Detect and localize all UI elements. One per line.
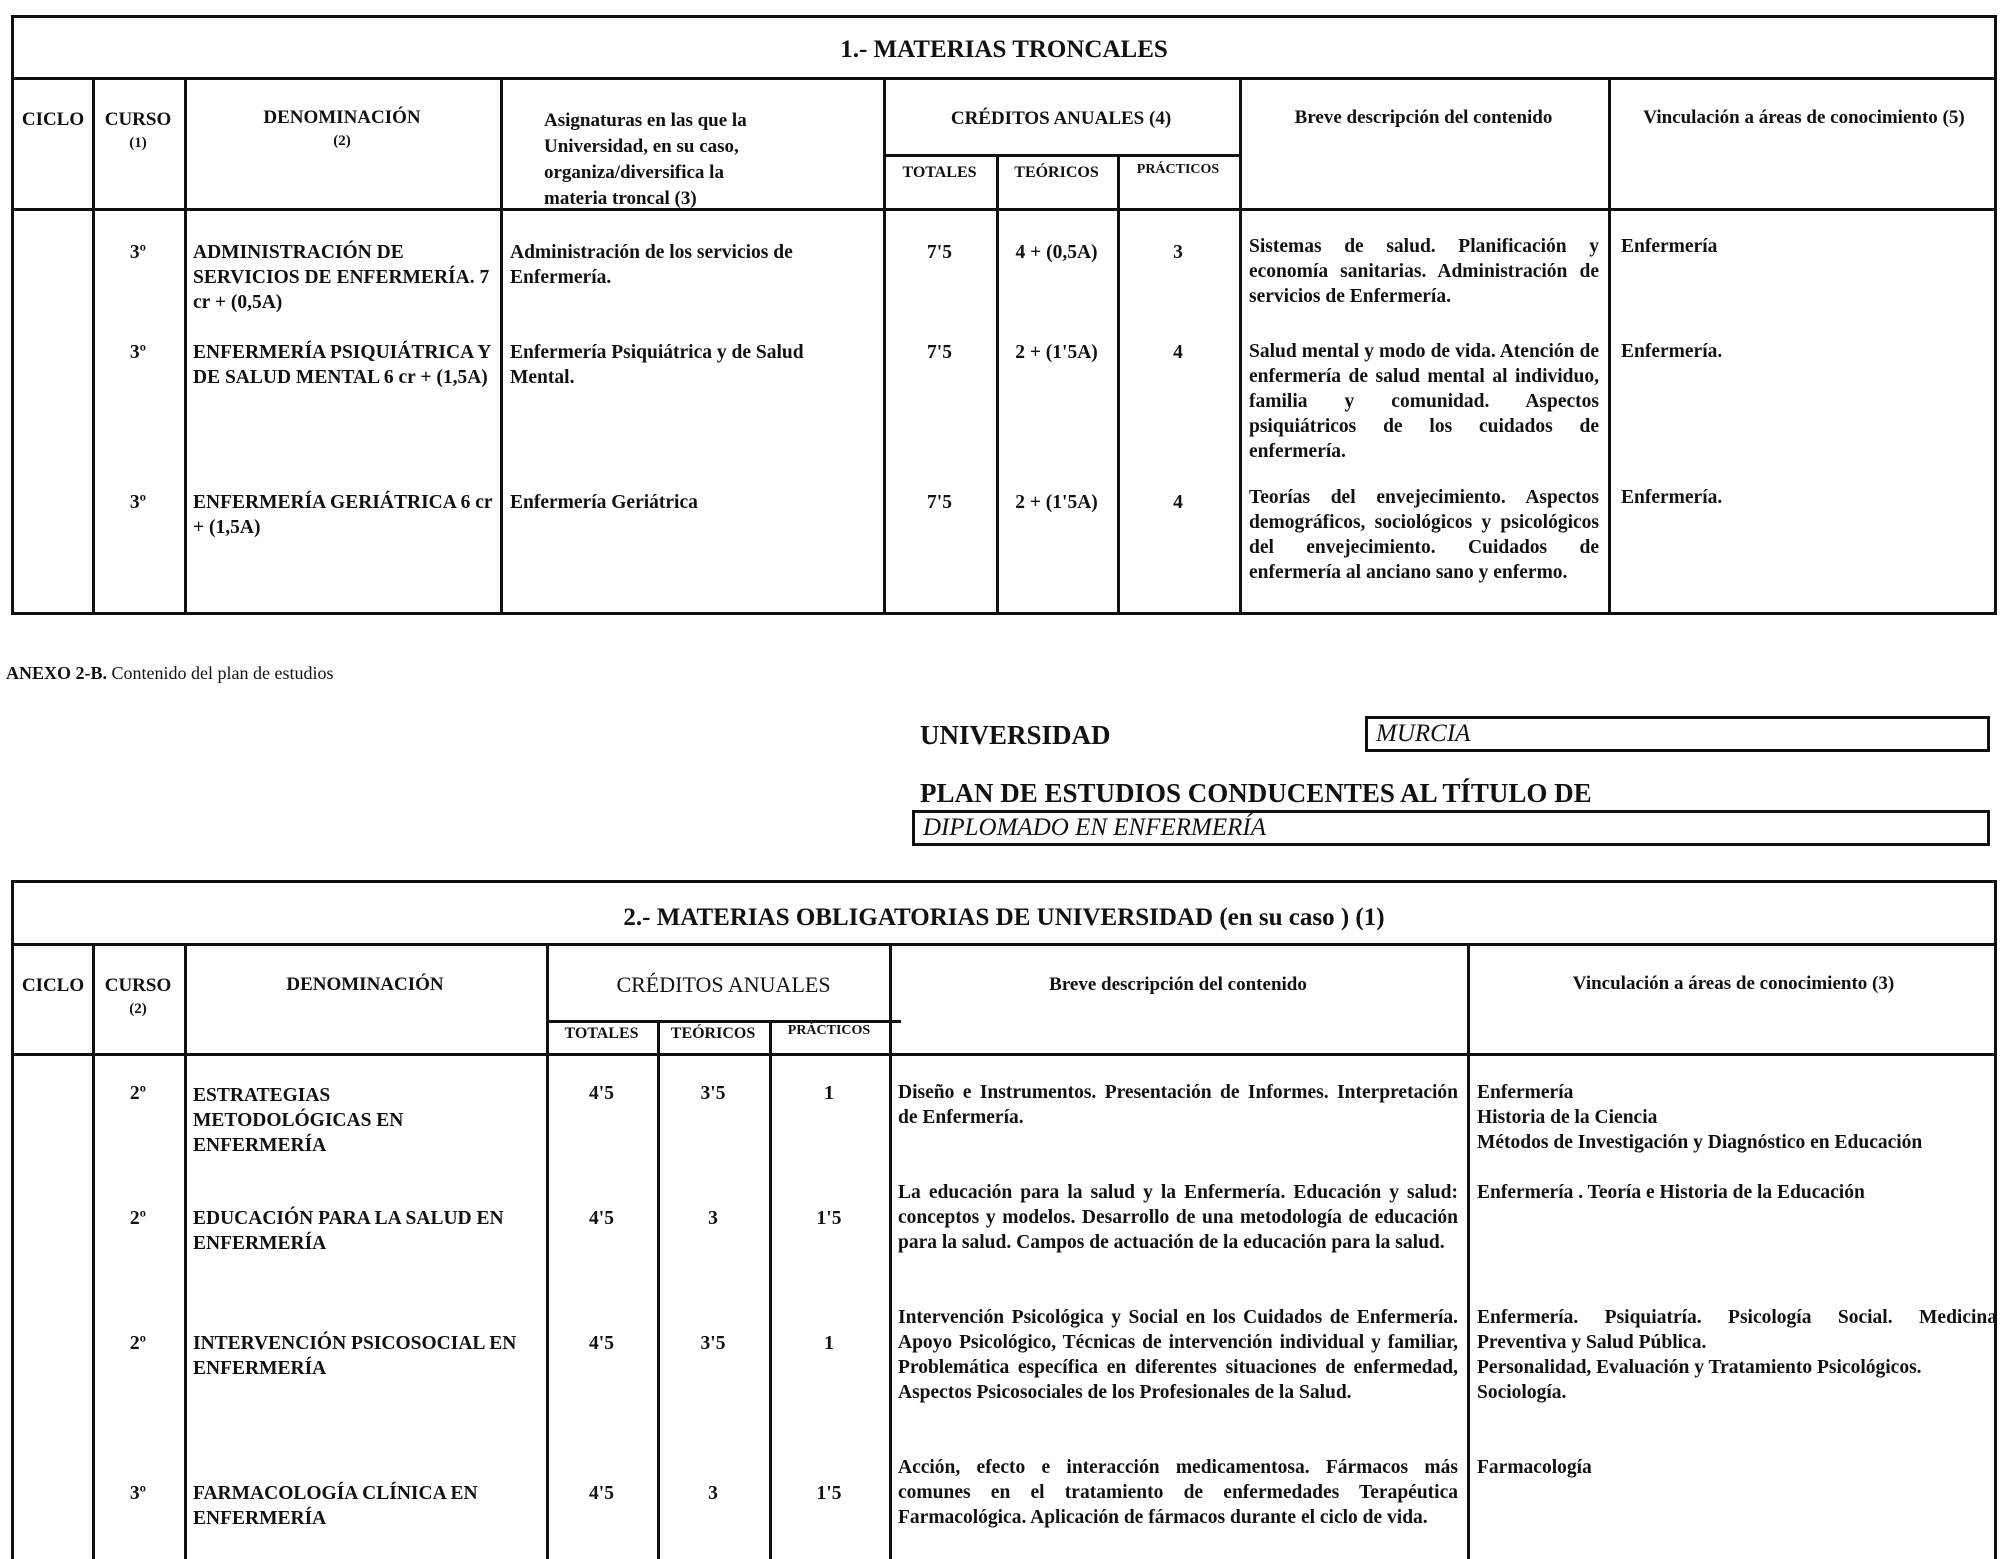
- header-curso-note: (1): [129, 135, 147, 151]
- header-asignaturas: Asignaturas en las que la Universidad, en su caso, organiza/diversifica la materia troncal (3): [544, 110, 747, 209]
- anexo-text: Contenido del plan de estudios: [107, 663, 334, 683]
- row1-asignaturas: Administración de los servicios de Enfermería.: [510, 242, 793, 288]
- row2-asignaturas: Enfermería Psiquiátrica y de Salud Mental.: [510, 342, 804, 388]
- row2-curso: 2º: [129, 1208, 147, 1229]
- universidad-value: MURCIA: [1365, 716, 1990, 752]
- row3-vinculacion: [1477, 1305, 1997, 1405]
- row3-teoricos: 3'5: [700, 1333, 726, 1354]
- universidad-label: UNIVERSIDAD: [920, 720, 1111, 750]
- row1-practicos: 1: [824, 1083, 834, 1104]
- header-teoricos: TEÓRICOS: [670, 1025, 756, 1042]
- header-ciclo: CICLO: [21, 109, 85, 130]
- row2-descripcion: Salud mental y modo de vida. Atención de enfermería de salud mental al individuo, familia y comunidad. Aspectos psiquiátricos de los cuidados de enfermería.: [1249, 341, 1599, 462]
- vinculacion-line: Personalidad, Evaluación y Tratamiento Psicológicos.: [1477, 1357, 1922, 1378]
- obligatorias-table: [11, 880, 1997, 1559]
- row3-curso: 2º: [129, 1333, 147, 1354]
- row3-vinculacion: Enfermería.: [1621, 487, 1723, 508]
- header-practicos: PRÁCTICOS: [787, 1023, 871, 1038]
- rule: [92, 943, 95, 1559]
- header-denominacion: [184, 107, 500, 152]
- row4-vinculacion: [1477, 1455, 1997, 1480]
- header-curso: [92, 975, 184, 1020]
- vinculacion-line: Sociología.: [1477, 1382, 1567, 1403]
- vinculacion-line: Farmacología: [1477, 1457, 1592, 1478]
- row4-practicos: 1'5: [816, 1483, 842, 1504]
- row1-teoricos: 4 + (0,5A): [1015, 242, 1098, 263]
- row1-curso: 2º: [129, 1083, 147, 1104]
- rule: [889, 943, 892, 1559]
- row3-practicos: 4: [1173, 492, 1183, 513]
- row2-denominacion: ENFERMERÍA PSIQUIÁTRICA Y DE SALUD MENTAL 6 cr + (1,5A): [193, 342, 491, 388]
- header-teoricos: TEÓRICOS: [1014, 164, 1099, 181]
- header-creditos: CRÉDITOS ANUALES (4): [950, 108, 1172, 129]
- row1-totales: 4'5: [589, 1083, 614, 1104]
- header-descripcion: Breve descripción del contenido: [1294, 107, 1553, 128]
- row2-vinculacion: [1477, 1180, 1997, 1205]
- anexo-label: ANEXO 2-B.: [6, 663, 108, 683]
- row1-denominacion: ADMINISTRACIÓN DE SERVICIOS DE ENFERMERÍA. 7 cr + (0,5A): [193, 242, 490, 313]
- row3-descripcion: Intervención Psicológica y Social en los Cuidados de Enfermería. Apoyo Psicológico, Técnicas de intervención individual y familiar, Problemática específica en diferentes situaciones de enfermedad, Aspectos Psicosociales de los Profesionales de la Salud.: [898, 1307, 1458, 1403]
- header-vinculacion: Vinculación a áreas de conocimiento (3): [1572, 973, 1895, 994]
- vinculacion-line: Métodos de Investigación y Diagnóstico en Educación: [1477, 1132, 1923, 1153]
- header-totales: TOTALES: [902, 164, 977, 181]
- header-vinculacion: Vinculación a áreas de conocimiento (5): [1643, 107, 1965, 128]
- row4-totales: 4'5: [589, 1483, 614, 1504]
- row3-teoricos: 2 + (1'5A): [1015, 492, 1098, 513]
- rule: [1117, 154, 1120, 612]
- header-denominacion: DENOMINACIÓN: [286, 974, 444, 995]
- row2-vinculacion: Enfermería.: [1621, 341, 1723, 362]
- troncales-table: [11, 15, 1997, 615]
- plan-label: PLAN DE ESTUDIOS CONDUCENTES AL TÍTULO DE: [920, 778, 1592, 808]
- rule: [1239, 77, 1242, 612]
- plan-value: DIPLOMADO EN ENFERMERÍA: [912, 810, 1990, 846]
- row2-practicos: 1'5: [816, 1208, 842, 1229]
- row4-descripcion: Acción, efecto e interacción medicamentosa. Fármacos más comunes en el tratamiento de enfermedades Terapéutica Farmacológica. Aplicación de fármacos durante el ciclo de vida.: [898, 1457, 1458, 1528]
- row3-denominacion: INTERVENCIÓN PSICOSOCIAL EN ENFERMERÍA: [193, 1333, 517, 1379]
- rule: [500, 77, 503, 612]
- header-denominacion-note: (2): [333, 133, 351, 149]
- row1-totales: 7'5: [927, 242, 952, 263]
- row1-vinculacion: [1477, 1080, 1997, 1155]
- row1-vinculacion: Enfermería: [1621, 236, 1718, 257]
- row1-denominacion: ESTRATEGIAS METODOLÓGICAS EN ENFERMERÍA: [193, 1085, 404, 1156]
- header-ciclo: CICLO: [21, 975, 85, 996]
- vinculacion-line: Historia de la Ciencia: [1477, 1107, 1658, 1128]
- header-descripcion: Breve descripción del contenido: [1049, 974, 1307, 995]
- row3-asignaturas: Enfermería Geriátrica: [510, 492, 698, 513]
- header-totales: TOTALES: [564, 1025, 639, 1042]
- obligatorias-title: 2.- MATERIAS OBLIGATORIAS DE UNIVERSIDAD (en su caso ) (1): [623, 904, 1385, 931]
- anexo-caption: [6, 663, 333, 684]
- header-curso-label: CURSO: [104, 109, 172, 130]
- rule: [184, 943, 187, 1559]
- rule: [184, 77, 187, 612]
- header-practicos: PRÁCTICOS: [1136, 162, 1220, 177]
- row1-descripcion: Diseño e Instrumentos. Presentación de Informes. Interpretación de Enfermería.: [898, 1082, 1458, 1128]
- row1-curso: 3º: [129, 242, 147, 263]
- row4-curso: 3º: [129, 1483, 147, 1504]
- vinculacion-line: Enfermería: [1477, 1082, 1574, 1103]
- row4-teoricos: 3: [708, 1483, 718, 1504]
- troncales-title: 1.- MATERIAS TRONCALES: [840, 36, 1168, 63]
- rule: [1467, 943, 1470, 1559]
- row2-practicos: 4: [1173, 342, 1183, 363]
- row1-teoricos: 3'5: [700, 1083, 726, 1104]
- header-curso-label: CURSO: [104, 975, 172, 996]
- row1-practicos: 3: [1173, 242, 1183, 263]
- row3-totales: 7'5: [927, 492, 952, 513]
- header-denominacion-label: DENOMINACIÓN: [263, 107, 421, 128]
- rule: [14, 208, 1994, 211]
- rule: [996, 154, 999, 612]
- header-creditos: CRÉDITOS ANUALES: [616, 972, 831, 997]
- row2-teoricos: 2 + (1'5A): [1015, 342, 1098, 363]
- rule: [14, 943, 1994, 946]
- row4-denominacion: FARMACOLOGÍA CLÍNICA EN ENFERMERÍA: [193, 1483, 478, 1529]
- row2-denominacion: EDUCACIÓN PARA LA SALUD EN ENFERMERÍA: [193, 1208, 504, 1254]
- row3-denominacion: ENFERMERÍA GERIÁTRICA 6 cr + (1,5A): [193, 492, 493, 538]
- rule: [1608, 77, 1611, 612]
- header-curso-note: (2): [129, 1001, 147, 1017]
- row2-totales: 7'5: [927, 342, 952, 363]
- rule: [14, 77, 1994, 80]
- header-curso: [92, 109, 184, 154]
- rule: [14, 1053, 1994, 1056]
- row2-totales: 4'5: [589, 1208, 614, 1229]
- row3-descripcion: Teorías del envejecimiento. Aspectos demográficos, sociológicos y psicológicos del envejecimiento. Cuidados de enfermería al anciano sano y enfermo.: [1249, 487, 1599, 583]
- row2-curso: 3º: [129, 342, 147, 363]
- row3-totales: 4'5: [589, 1333, 614, 1354]
- vinculacion-line: Enfermería . Teoría e Historia de la Educación: [1477, 1182, 1865, 1203]
- row2-teoricos: 3: [708, 1208, 718, 1229]
- row2-descripcion: La educación para la salud y la Enfermería. Educación y salud: conceptos y modelos. Desarrollo de una metodología de educación para la salud. Campos de actuación de la educación para la salud.: [898, 1182, 1458, 1253]
- rule: [883, 154, 1239, 157]
- row1-descripcion: Sistemas de salud. Planificación y economía sanitarias. Administración de servicios de Enfermería.: [1249, 236, 1599, 307]
- vinculacion-line: Enfermería. Psiquiatría. Psicología Social. Medicina Preventiva y Salud Pública.: [1477, 1307, 1997, 1353]
- row3-practicos: 1: [824, 1333, 834, 1354]
- row3-curso: 3º: [129, 492, 147, 513]
